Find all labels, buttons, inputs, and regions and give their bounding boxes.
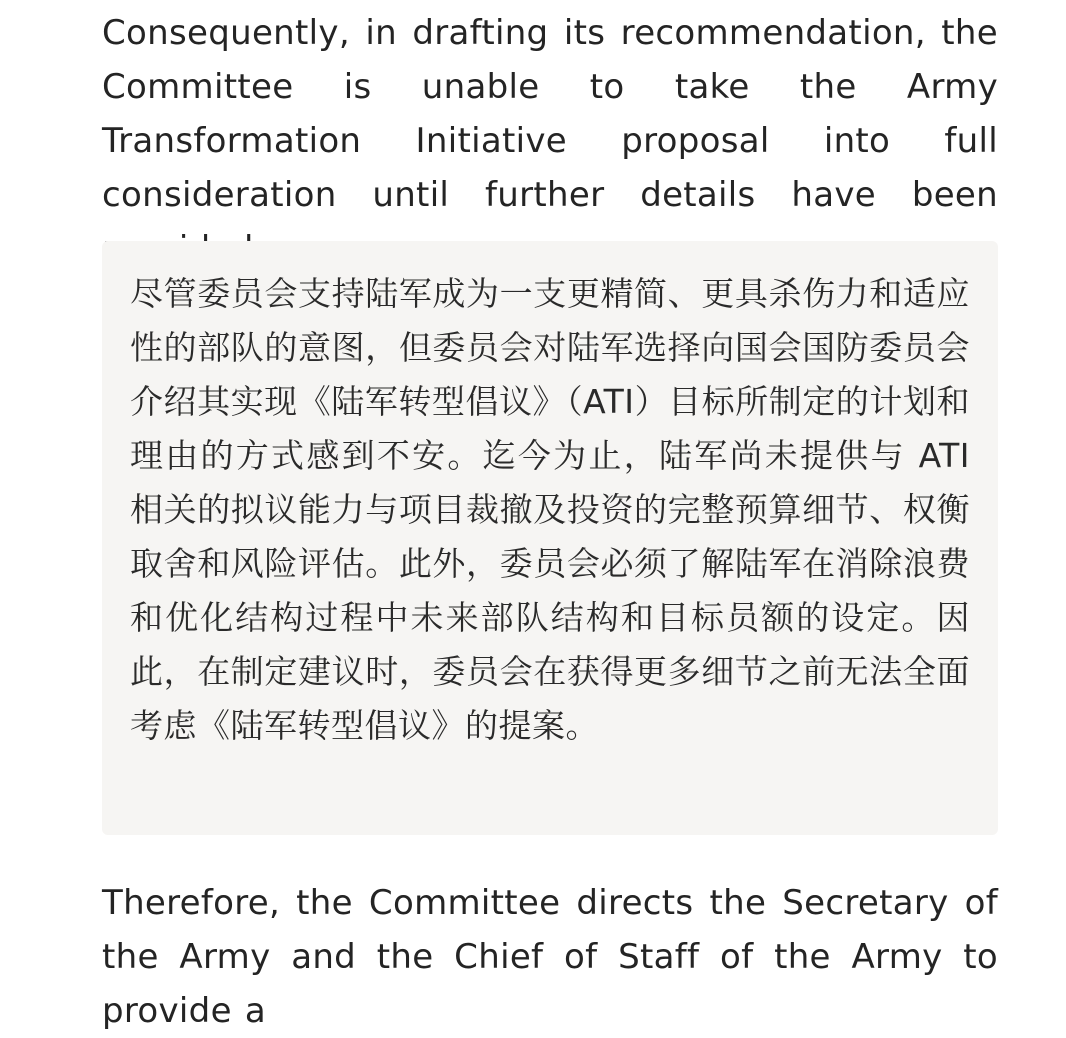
paragraph-english-1: Consequently, in drafting its recommendation, the Committee is unable to take the Army Transformation Initiative proposal into full consideration until further details have been (102, 13, 998, 215)
translation-text: 尽管委员会支持陆军成为一支更精简、更具杀伤力和适应性的部队的意图，但委员会对陆军选择向国会国防委员会介绍其实现《陆军转型倡议》（ATI）目标所制定的计划和理由的方式感到不安。迄今为止，陆军尚未提供与 ATI 相关的拟议能力与项目裁撤及投资的完整预算细节、权衡取舍和风险评估。此外，委员会必须了解陆军在消除浪费和优化结构过程中未来部队结构和目标员额的设定。因此，在制定建议时，委员会在获得更多细节之前无法全面考虑《陆军转型倡议》的提案。 (130, 274, 970, 745)
translation-quote-box (102, 241, 998, 835)
paragraph-english-2: Therefore, the Committee directs the Secretary of the Army and the Chief of Staff of the Army to provide a (102, 883, 998, 1031)
